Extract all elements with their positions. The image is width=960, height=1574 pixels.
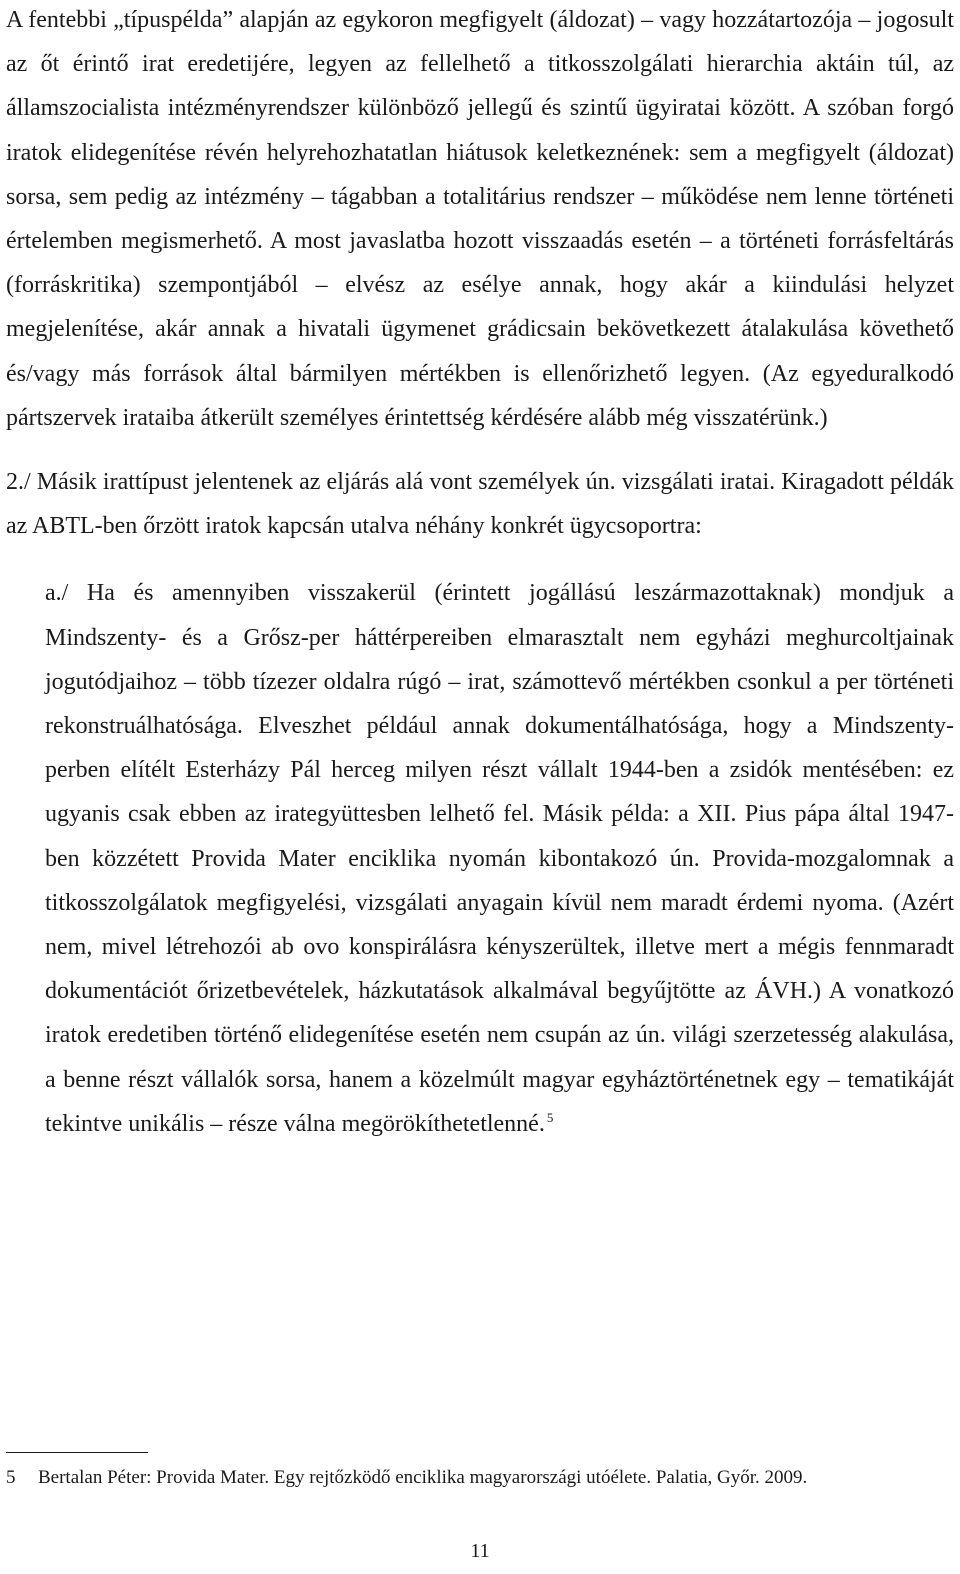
page-number: 11 [470, 1540, 490, 1562]
footnote-reference: 5 [546, 1109, 554, 1125]
paragraph-1: A fentebbi „típuspélda” alapján az egykoron megfigyelt (áldozat) – vagy hozzátartozója – jogosult az őt érintő irat eredetijére, legyen az fellelhető a titkosszolgálati hierarchia aktáin túl, az államszocialista intézményrendszer különböző jellegű és szintű ügyiratai között. A szóban forgó iratok elidegenítése révén helyrehozhatatlan hiátusok keletkeznének: sem a megfigyelt (áldozat) sorsa, sem pedig az intézmény – tágabban a totalitárius rendszer – működése nem lenne történeti értelemben megismerhető. A most javaslatba hozott visszaadás esetén – a történeti forrásfeltárás (forráskritika) szempontjából – elvész az esélye annak, hogy akár a kiindulási helyzet megjelenítése, akár annak a hivatali ügymenet grádicsain bekövetkezett átalakulása követhető és/vagy más források által bármilyen mértékben is ellenőrizhető legyen. (Az egyeduralkodó pártszervek irataiba átkerült személyes érintettség kérdésére alább még visszatérünk.) [6, 7, 954, 431]
paragraph-3-indented [6, 571, 954, 1146]
footnote-text: Bertalan Péter: Provida Mater. Egy rejtőzködő enciklika magyarországi utóélete. Palatia, Győr. 2009. [38, 1467, 808, 1488]
paragraph-2: 2./ Másik irattípust jelentenek az eljárás alá vont személyek ún. vizsgálati iratai. Kiragadott példák az ABTL-ben őrzött iratok kapcsán utalva néhány konkrét ügycsoportra: [6, 469, 954, 540]
page-body [6, 0, 954, 1146]
footnote-number: 5 [6, 1467, 16, 1488]
paragraph-3-text: a./ Ha és amennyiben visszakerül (érintett jogállású leszármazottaknak) mondjuk a Mindszenty- és a Grősz-per háttérpereiben elmarasztalt nem egyházi meghurcoltjainak jogutódjaihoz – több tízezer oldalra rúgó – irat, számottevő mértékben csonkul a per történeti rekonstruálhatósága. Elveszhet például annak dokumentálhatósága, hogy a Mindszenty-perben elítélt Esterházy Pál herceg milyen részt vállalt 1944-ben a zsidók mentésében: ez ugyanis csak ebben az irategyüttesben lelhető fel. Másik példa: a XII. Pius pápa által 1947-ben közzétett Provida Mater enciklika nyomán kibontakozó ún. Provida-mozgalomnak a titkosszolgálatok megfigyelési, vizsgálati anyagain kívül nem maradt érdemi nyoma. (Azért nem, mivel létrehozói ab ovo konspirálásra kényszerültek, illetve mert a mégis fennmaradt dokumentációt őrizetbevételek, házkutatások alkalmával begyűjtötte az ÁVH.) A vonatkozó iratok eredetiben történő elidegenítése esetén nem csupán az ún. világi szerzetesség alakulása, a benne részt vállalók sorsa, hanem a közelmúlt magyar egyháztörténetnek egy – tematikáját tekintve unikális – része válna megörökíthetetlenné. [45, 580, 954, 1137]
footnote-divider [6, 1452, 148, 1453]
footnote [6, 1462, 954, 1493]
